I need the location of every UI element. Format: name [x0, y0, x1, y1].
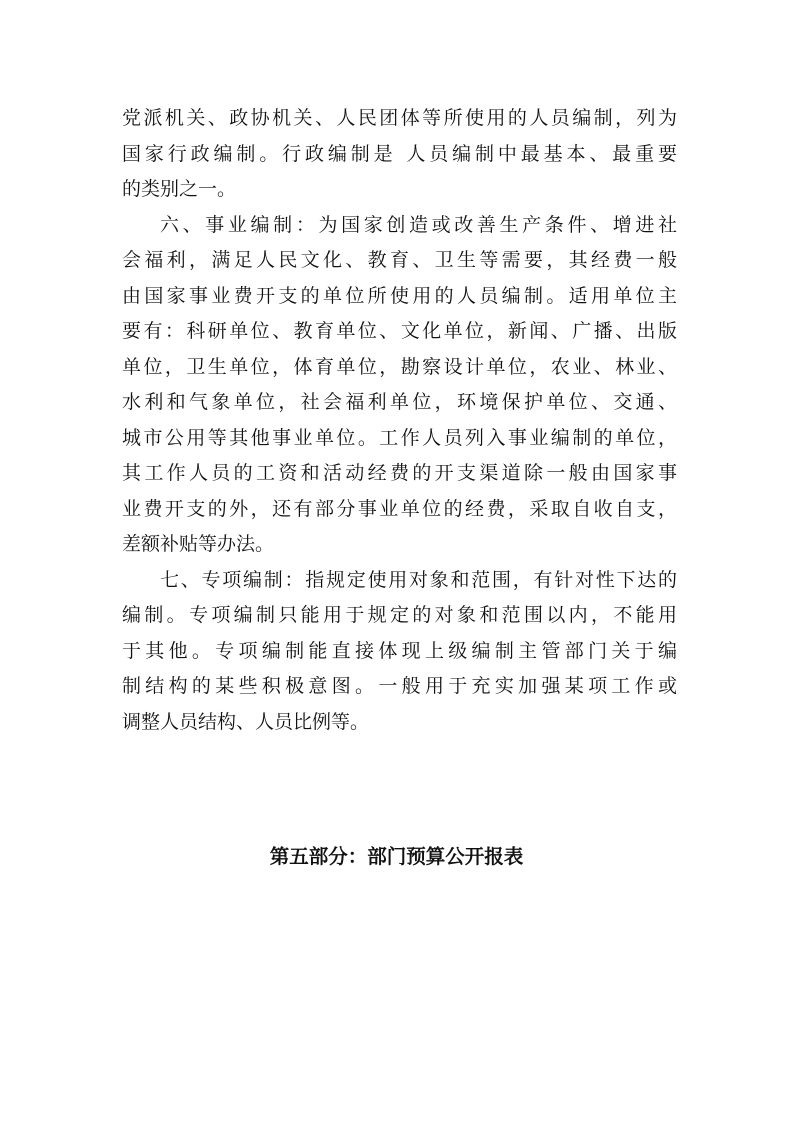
text-line: 制结构的某些积极意图。一般用于充实加强某项工作或 [122, 675, 677, 697]
text-line: 编制。专项编制只能用于规定的对象和范围以内，不能用 [122, 604, 677, 626]
section-title: 第五部分：部门预算公开报表 [269, 845, 524, 868]
text-line: 城市公用等其他事业单位。工作人员列入事业编制的单位， [122, 426, 677, 449]
text-line: 水利和气象单位，社会福利单位，环境保护单位、交通、 [122, 391, 677, 413]
text-line: 会福利，满足人民文化、教育、卫生等需要，其经费一般 [122, 249, 677, 271]
text-line: 其工作人员的工资和活动经费的开支渠道除一般由国家事 [122, 462, 677, 484]
text-line: 业费开支的外，还有部分事业单位的经费，采取自收自支， [122, 497, 677, 520]
text-line: 于其他。专项编制能直接体现上级编制主管部门关于编 [122, 639, 677, 662]
text-line: 党派机关、政协机关、人民团体等所使用的人员编制，列为 [122, 107, 677, 129]
text-line: 要有：科研单位、教育单位、文化单位，新闻、广播、出版 [122, 320, 677, 342]
paragraph-p-six [122, 208, 677, 563]
text-line: 七、专项编制：指规定使用对象和范围，有针对性下达的 [160, 568, 677, 591]
text-line: 单位，卫生单位，体育单位，勘察设计单位，农业、林业、 [122, 355, 677, 378]
paragraph-p-seven [122, 563, 677, 741]
text-line: 差额补贴等办法。 [122, 533, 275, 555]
text-line: 由国家事业费开支的单位所使用的人员编制。适用单位主 [122, 284, 677, 307]
body-text [122, 101, 677, 740]
text-line: 国家行政编制。行政编制是 人员编制中最基本、最重要 [122, 142, 677, 165]
text-line: 的类别之一。 [122, 178, 237, 200]
text-line: 调整人员结构、人员比例等。 [122, 710, 370, 733]
text-line: 六、事业编制：为国家创造或改善生产条件、增进社 [160, 213, 677, 236]
paragraph-p-admin-cont [122, 101, 677, 208]
